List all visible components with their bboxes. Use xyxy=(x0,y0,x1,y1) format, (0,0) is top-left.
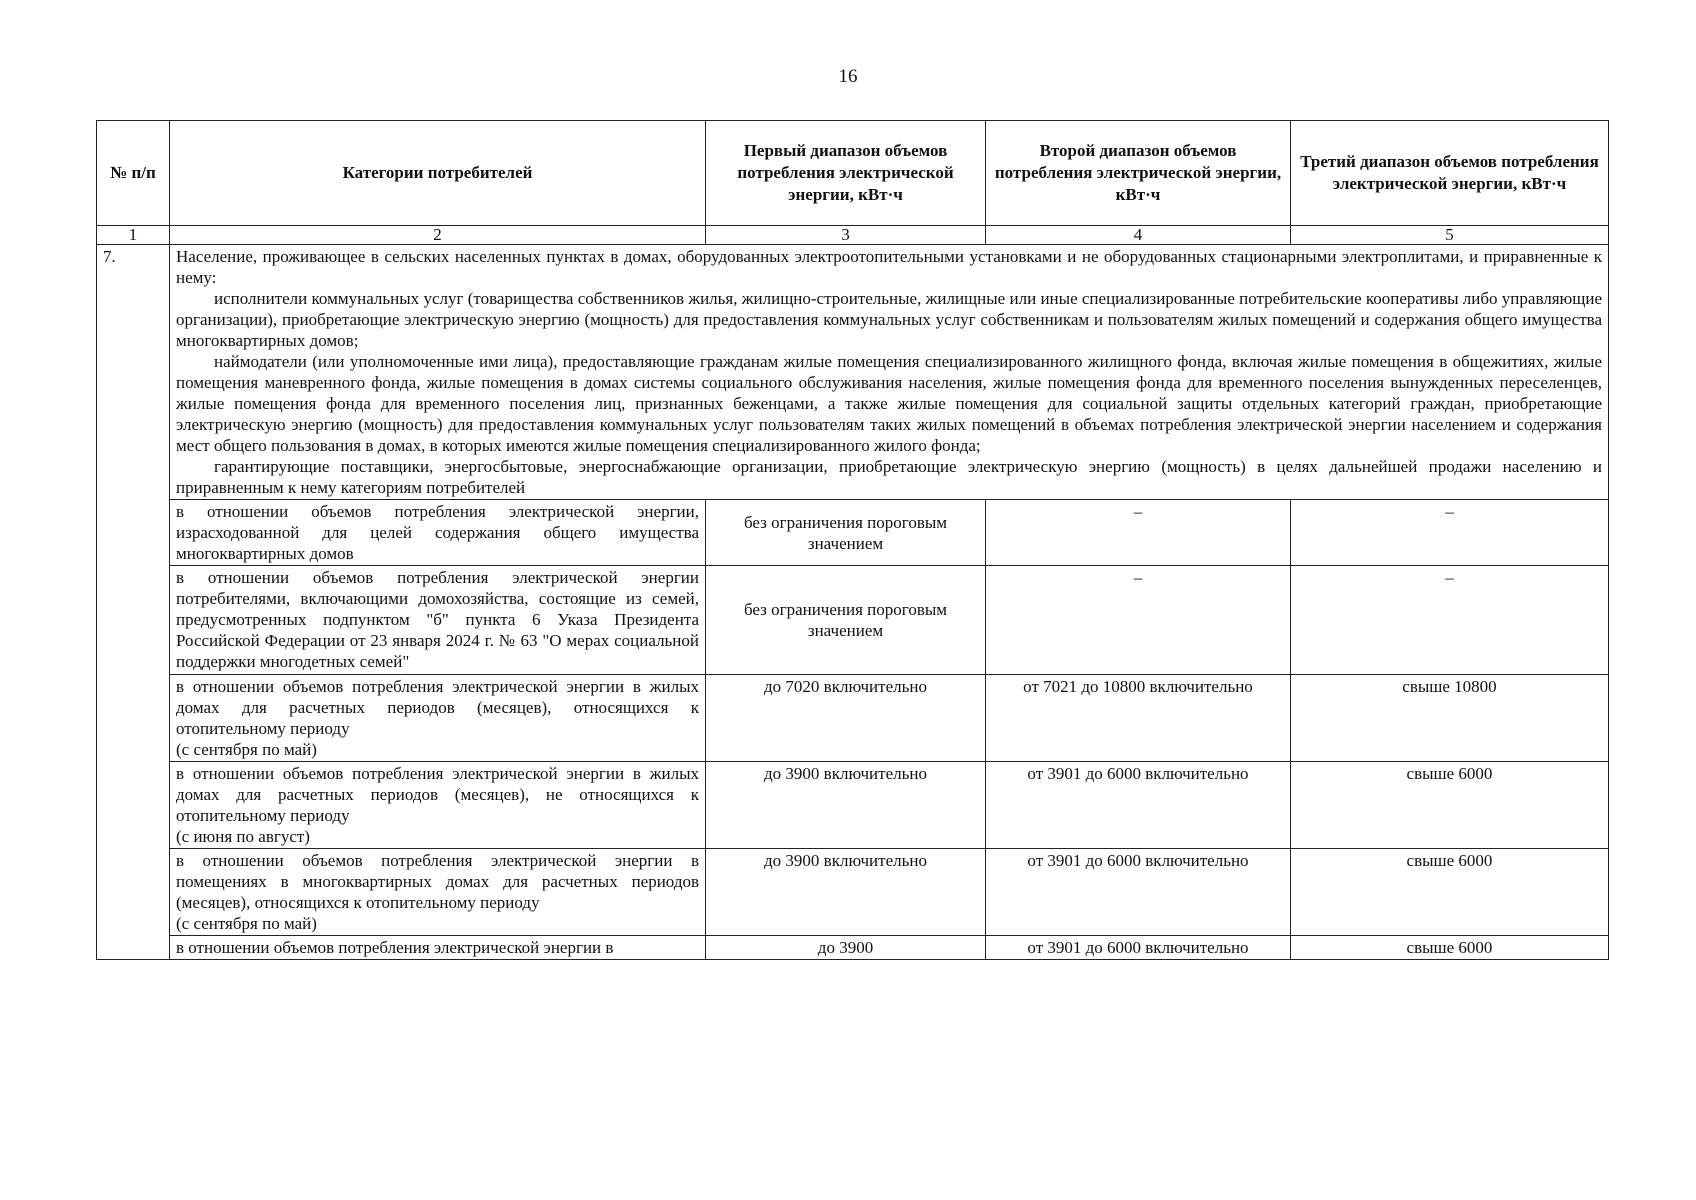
table-row xyxy=(97,675,1609,762)
range3-cell: – xyxy=(1291,566,1609,675)
table-row xyxy=(97,849,1609,936)
category-cell: в отношении объемов потребления электрической энергии, израсходованной для целей содержания общего имущества многоквартирных домов xyxy=(170,500,706,566)
table-row xyxy=(97,762,1609,849)
range1-cell: до 3900 включительно xyxy=(706,762,986,849)
column-number: 3 xyxy=(706,226,986,245)
range1-cell: без ограничения пороговым значением xyxy=(706,566,986,675)
header-range2: Второй диапазон объемов потребления электрической энергии, кВт·ч xyxy=(986,121,1291,226)
table-row xyxy=(97,566,1609,675)
range1-cell: до 7020 включительно xyxy=(706,675,986,762)
section-paragraph: исполнители коммунальных услуг (товарищества собственников жилья, жилищно-строительные, жилищные или иные специализированные потребительские кооперативы либо управляющие организации), приобретающие электрическую энергию (мощность) для предоставления коммунальных услуг собственникам и пользователям жилых помещений и содержания общего имущества многоквартирных домов; xyxy=(176,289,1602,350)
range2-cell: от 3901 до 6000 включительно xyxy=(986,762,1291,849)
category-cell xyxy=(170,762,706,849)
section-paragraph: Население, проживающее в сельских населенных пунктах в домах, оборудованных электроотопительными установками и не оборудованных стационарными электроплитами, и приравненные к нему: xyxy=(176,247,1602,287)
header-range1: Первый диапазон объемов потребления электрической энергии, кВт·ч xyxy=(706,121,986,226)
category-period: (с июня по август) xyxy=(176,827,310,846)
header-category: Категории потребителей xyxy=(170,121,706,226)
range2-cell: от 3901 до 6000 включительно xyxy=(986,849,1291,936)
column-number: 5 xyxy=(1291,226,1609,245)
range2-cell: от 3901 до 6000 включительно xyxy=(986,936,1291,960)
range3-cell: свыше 6000 xyxy=(1291,762,1609,849)
table-row xyxy=(97,936,1609,960)
category-text: в отношении объемов потребления электрической энергии в помещениях в многоквартирных домах для расчетных периодов (месяцев), относящихся к отопительному периоду xyxy=(176,851,699,912)
category-cell xyxy=(170,675,706,762)
category-text: в отношении объемов потребления электрической энергии в жилых домах для расчетных периодов (месяцев), относящихся к отопительному периоду xyxy=(176,677,699,738)
column-number: 1 xyxy=(97,226,170,245)
section-paragraph: наймодатели (или уполномоченные ими лица), предоставляющие гражданам жилые помещения специализированного жилищного фонда, включая жилые помещения в общежитиях, жилые помещения маневренного фонда, жилые помещения в домах системы социального обслуживания населения, жилые помещения фонда для временного поселения вынужденных переселенцев, жилые помещения фонда для временного поселения лиц, признанных беженцами, а также жилые помещения для социальной защиты отдельных категорий граждан, приобретающие электрическую энергию (мощность) для предоставления коммунальных услуг пользователям таких жилых помещений в объемах потребления электрической энергии населением и содержания мест общего пользования в домах, в которых имеются жилые помещения специализированного жилого фонда; xyxy=(176,352,1602,455)
section-number: 7. xyxy=(97,245,170,960)
range2-cell: – xyxy=(986,566,1291,675)
column-numbers-row xyxy=(97,226,1609,245)
category-cell: в отношении объемов потребления электрической энергии потребителями, включающими домохозяйства, состоящие из семей, предусмотренных подпунктом "б" пункта 6 Указа Президента Российской Федерации от 23 января 2024 г. № 63 "О мерах социальной поддержки многодетных семей" xyxy=(170,566,706,675)
range3-cell: свыше 6000 xyxy=(1291,849,1609,936)
category-period: (с сентября по май) xyxy=(176,914,317,933)
range3-cell: – xyxy=(1291,500,1609,566)
range3-cell: свыше 10800 xyxy=(1291,675,1609,762)
range2-cell: – xyxy=(986,500,1291,566)
category-cell: в отношении объемов потребления электрической энергии в xyxy=(170,936,706,960)
section-description xyxy=(170,245,1609,500)
range1-cell: до 3900 xyxy=(706,936,986,960)
column-number: 2 xyxy=(170,226,706,245)
table-header-row xyxy=(97,121,1609,226)
range1-cell: до 3900 включительно xyxy=(706,849,986,936)
range1-cell: без ограничения пороговым значением xyxy=(706,500,986,566)
table-row xyxy=(97,500,1609,566)
category-cell xyxy=(170,849,706,936)
page-number: 16 xyxy=(838,66,858,87)
section-paragraph: гарантирующие поставщики, энергосбытовые, энергоснабжающие организации, приобретающие электрическую энергию (мощность) в целях дальнейшей продажи населению и приравненным к нему категориям потребителей xyxy=(176,457,1602,497)
header-range3: Третий диапазон объемов потребления электрической энергии, кВт·ч xyxy=(1291,121,1609,226)
section-row xyxy=(97,245,1609,500)
range3-cell: свыше 6000 xyxy=(1291,936,1609,960)
range2-cell: от 7021 до 10800 включительно xyxy=(986,675,1291,762)
column-number: 4 xyxy=(986,226,1291,245)
category-text: в отношении объемов потребления электрической энергии в жилых домах для расчетных периодов (месяцев), не относящихся к отопительному периоду xyxy=(176,764,699,825)
category-period: (с сентября по май) xyxy=(176,740,317,759)
header-num: № п/п xyxy=(97,121,170,226)
tariff-ranges-table xyxy=(96,120,1609,960)
